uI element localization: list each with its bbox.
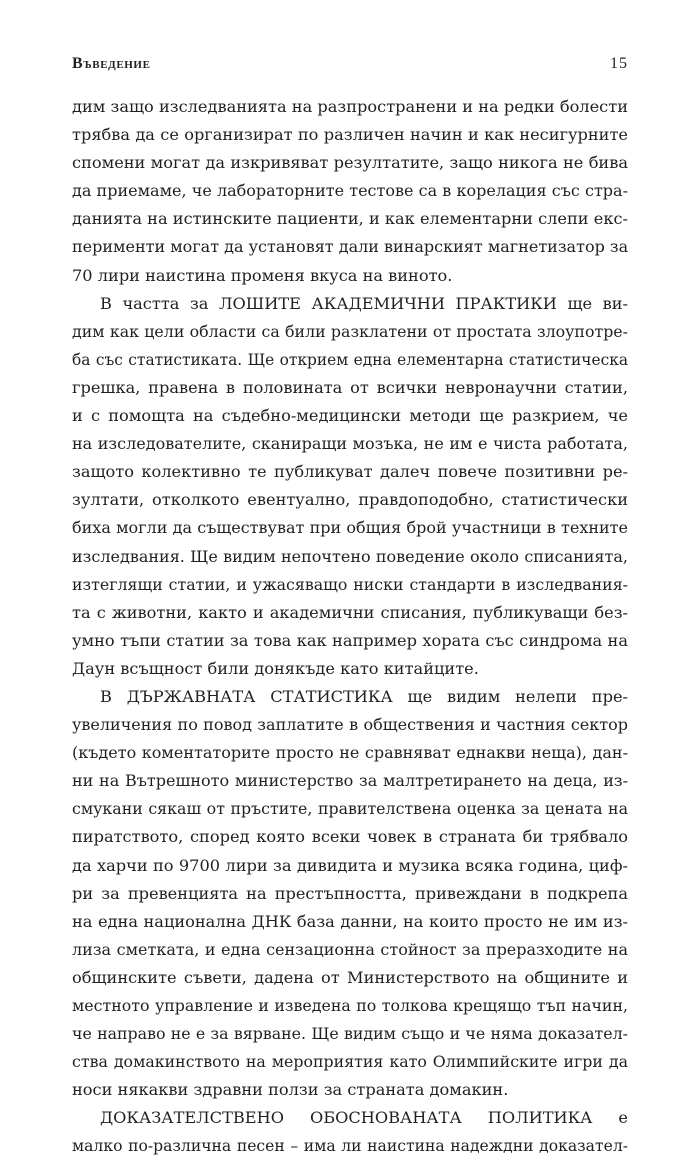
page-number: 15 (610, 55, 628, 72)
text-line: трябва да се организират по различен начин и как несигурните (72, 125, 628, 145)
chapter-title: Въведение (72, 55, 151, 72)
text-line: ри за превенцията на престъпността, привеждани в подкрепа (72, 883, 628, 903)
text-line: увеличения по повод заплатите в обществения и частния сектор (72, 715, 628, 735)
text-line: малко по-различна песен – има ли наистина надеждни доказател- (72, 1137, 628, 1156)
text-line: изтеглящи статии, и ужасяващо ниски стандарти в изследвания- (72, 574, 628, 594)
text-line: общинските съвети, дадена от Министерството на общините и (72, 967, 628, 987)
text-line: и с помощта на съдебно-медицински методи ще разкрием, че (72, 406, 628, 426)
text-line: данията на истинските пациенти, и как елементарни слепи екс- (72, 209, 628, 229)
text-line: ства домакинството на мероприятия като Олимпийските игри да (72, 1052, 628, 1072)
body-text (72, 93, 629, 1156)
text-line: 70 лири наистина променя вкуса на виното. (72, 265, 453, 285)
text-line: В частта за ЛОШИТЕ АКАДЕМИЧНИ ПРАКТИКИ ще ви- (100, 293, 628, 313)
text-line: грешка, правена в половината от всички невронаучни статии, (72, 377, 628, 397)
text-line: местното управление и изведена по толкова крещящо тъп начин, (72, 996, 628, 1015)
text-line: носи някакви здравни ползи за страната домакин. (72, 1080, 509, 1100)
text-line: (където коментаторите просто не сравняват еднакви неща), дан- (72, 743, 628, 763)
text-line: на една национална ДНК база данни, на които просто не им из- (72, 911, 628, 931)
text-line: ДОКАЗАТЕЛСТВЕНО ОБОСНОВАНАТА ПОЛИТИКА е (100, 1108, 628, 1128)
text-line: изследвания. Ще видим непочтено поведение около списанията, (72, 546, 628, 566)
text-line: перименти могат да установят дали винарският магнетизатор за (72, 237, 629, 257)
text-line: зултати, отколкото евентуално, правдоподобно, статистически (72, 490, 628, 510)
text-line: да харчи по 9700 лири за дивидита и музика всяка година, циф- (72, 855, 628, 875)
text-line: дим защо изследванията на разпространени и на редки болести (72, 97, 628, 116)
text-line: пиратството, според която всеки човек в страната би трябвало (72, 827, 628, 847)
text-line: да приемаме, че лабораторните тестове са в корелация със стра- (72, 181, 628, 201)
text-line: В ДЪРЖАВНАТА СТАТИСТИКА ще видим нелепи пре- (100, 686, 628, 706)
text-line: ни на Вътрешното министерство за малтретирането на деца, из- (72, 771, 628, 791)
text-line: биха могли да съществуват при общия брой участници в техните (72, 518, 628, 538)
text-line: че направо не е за вярване. Ще видим също и че няма доказател- (72, 1024, 628, 1044)
text-line: на изследователите, сканиращи мозъка, не им е чиста работата, (72, 434, 628, 454)
text-line: та с животни, както и академични списания, публикуващи без- (72, 602, 628, 622)
text-line: защото колективно те публикуват далеч повече позитивни ре- (72, 462, 628, 482)
text-line: смукани сякаш от пръстите, правителствена оценка за цената на (72, 799, 628, 819)
text-line: умно тъпи статии за това как например хората със синдрома на (72, 630, 628, 650)
text-line: ба със статистиката. Ще открием една елементарна статистическа (72, 350, 628, 369)
text-line: лиза сметката, и една сензационна стойност за преразходите на (72, 939, 628, 959)
text-line: спомени могат да изкривяват резултатите, защо никога не бива (72, 153, 628, 173)
text-line: дим как цели области са били разклатени от простата злоупотре- (72, 321, 628, 341)
text-line: Даун всъщност били донякъде като китайците. (72, 658, 479, 678)
running-head (72, 55, 628, 79)
